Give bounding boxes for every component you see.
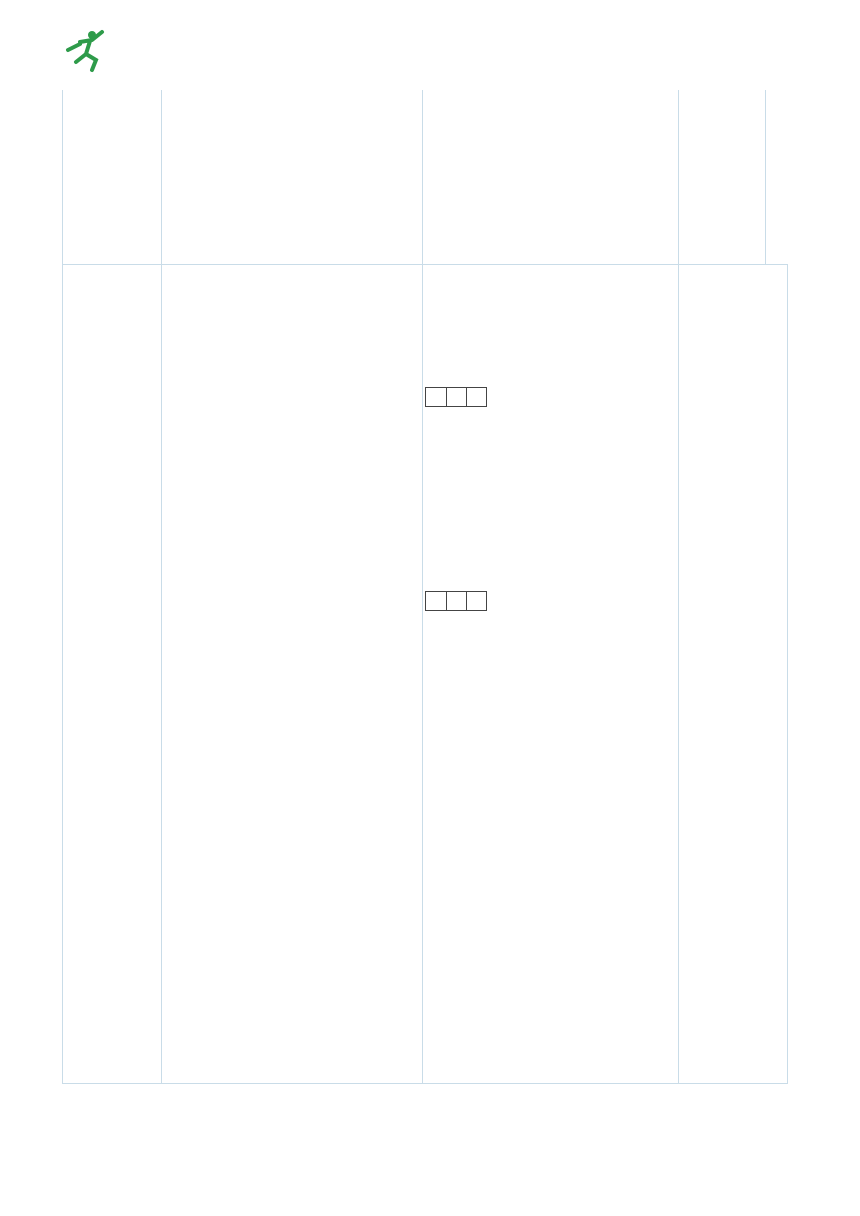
student-activity-2 [425, 383, 677, 413]
three-square-figure [425, 387, 487, 407]
student-activity-3 [425, 587, 677, 617]
grid-line [62, 1083, 788, 1084]
grid-line [765, 90, 766, 264]
cube-arrangements-row1 [424, 264, 680, 304]
site-logo [62, 28, 232, 76]
runner-icon [68, 31, 102, 70]
grid-line [161, 90, 162, 1084]
three-square-figure [425, 591, 487, 611]
grid-line [422, 90, 423, 1084]
cube-arrangements-top [424, 90, 680, 130]
cube-arrangements-row2 [424, 322, 680, 366]
grid-line [678, 90, 679, 1084]
grid-line [62, 90, 63, 1084]
grid-line [787, 264, 788, 1084]
